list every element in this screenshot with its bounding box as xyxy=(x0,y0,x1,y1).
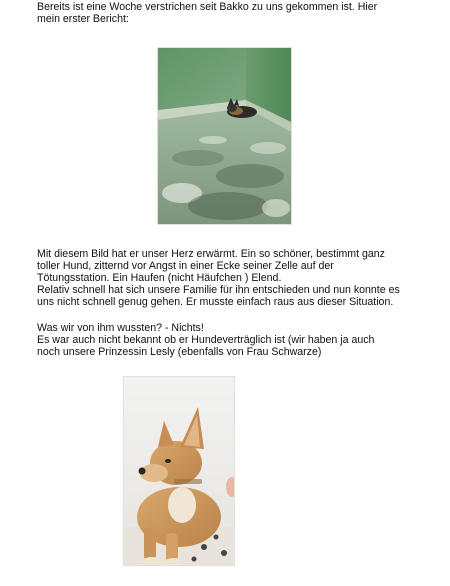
text-line: Mit diesem Bild hat er unser Herz erwärmt. Ein so schöner, bestimmt ganz xyxy=(37,248,385,260)
text-line: uns nicht schnell genug gehen. Er musste einfach raus aus dieser Situation. xyxy=(37,296,394,308)
text-line: Es war auch nicht bekannt ob er Hundeverträglich ist (wir haben ja auch xyxy=(37,334,375,346)
dog-in-cell-photo xyxy=(157,47,292,225)
story-paragraph xyxy=(37,248,437,308)
text-line: toller Hund, zitternd vor Angst in einer Ecke seiner Zelle auf der xyxy=(37,260,334,272)
intro-paragraph xyxy=(37,1,437,25)
questions-paragraph xyxy=(37,322,437,358)
text-line: mein erster Bericht: xyxy=(37,13,129,25)
text-line: noch unsere Prinzessin Lesly (ebenfalls von Frau Schwarze) xyxy=(37,346,322,358)
text-line: Relativ schnell hat sich unsere Familie für ihn entschieden und nun konnte es xyxy=(37,284,400,296)
text-line: Was wir von ihm wussten? - Nichts! xyxy=(37,322,204,334)
dog-in-cell-photo-drawing xyxy=(158,48,291,224)
text-line: Bereits ist eine Woche verstrichen seit Bakko zu uns gekommen ist. Hier xyxy=(37,1,378,13)
dog-portrait-photo xyxy=(123,376,235,566)
text-line: Tötungsstation. Ein Haufen (nicht Häufchen ) Elend. xyxy=(37,272,282,284)
dog-portrait-photo-drawing xyxy=(124,377,234,565)
